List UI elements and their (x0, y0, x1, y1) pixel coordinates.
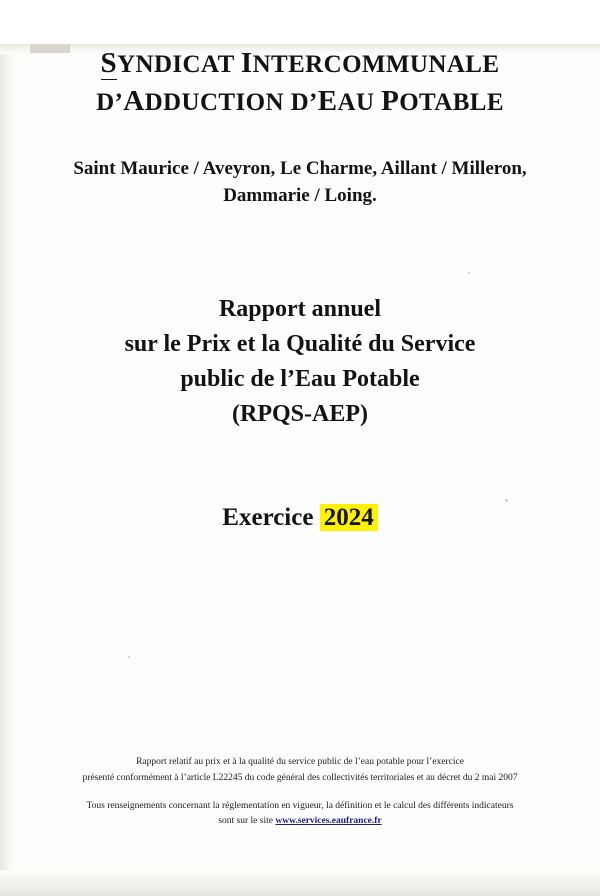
footer-link-prefix: sont sur le site (218, 816, 276, 827)
document-content (0, 44, 600, 532)
title-line-2-d: OTABLE (399, 89, 504, 117)
scan-speck (128, 656, 130, 658)
exercice-label: Exercice (222, 503, 314, 531)
document-footer (0, 755, 600, 830)
title-line-2-b: DDUCTION D’ (144, 89, 318, 117)
title-initial-e: E (317, 85, 338, 118)
exercice-line (40, 504, 560, 532)
communes-line-2: Dammarie / Loing. (223, 185, 377, 207)
footer-paragraph-2-line-1: Tous renseignements concernant la réglementation en vigueur, la définition et le calcul des différents indicateurs (86, 800, 514, 811)
report-title-line-3: public de l’Eau Potable (180, 365, 420, 392)
document-title-block (40, 44, 560, 121)
title-initial-p: P (381, 85, 400, 118)
communes-list (40, 155, 560, 210)
scanned-document-page (0, 44, 600, 896)
eaufrance-website-link[interactable]: www.services.eaufrance.fr (275, 816, 382, 827)
document-title-line-2 (40, 82, 560, 120)
document-title-line-1 (40, 44, 560, 82)
title-line-2-a: D’ (96, 89, 124, 117)
title-line-1-rest: NTERCOMMUNALE (252, 51, 500, 78)
report-title-line-4: (RPQS-AEP) (232, 400, 368, 427)
footer-paragraph-2 (60, 799, 540, 830)
exercice-year-highlighted: 2024 (320, 504, 378, 531)
report-title (40, 292, 560, 432)
title-line-1-text: YNDICAT (117, 51, 241, 78)
footer-paragraph-1-line-1: Rapport relatif au prix et à la qualité du service public de l’eau potable pour l’exercice (136, 757, 464, 768)
communes-line-1: Saint Maurice / Aveyron, Le Charme, Aillant / Milleron, (73, 157, 527, 179)
scan-edge-bottom (0, 870, 600, 896)
footer-paragraph-1-line-2: présenté conformément à l’article L22245 du code général des collectivités territoriales et au décret du 2 mai 2007 (82, 772, 518, 783)
title-initial-a: A (123, 85, 145, 118)
title-initial-s: S (100, 47, 118, 79)
report-title-line-2: sur le Prix et la Qualité du Service (124, 330, 476, 357)
footer-paragraph-1 (60, 755, 540, 786)
title-initial-i: I (240, 47, 253, 79)
title-line-2-c: AU (337, 89, 382, 117)
footer-paragraph-2-line-2 (60, 814, 540, 830)
report-title-line-1: Rapport annuel (218, 295, 382, 322)
